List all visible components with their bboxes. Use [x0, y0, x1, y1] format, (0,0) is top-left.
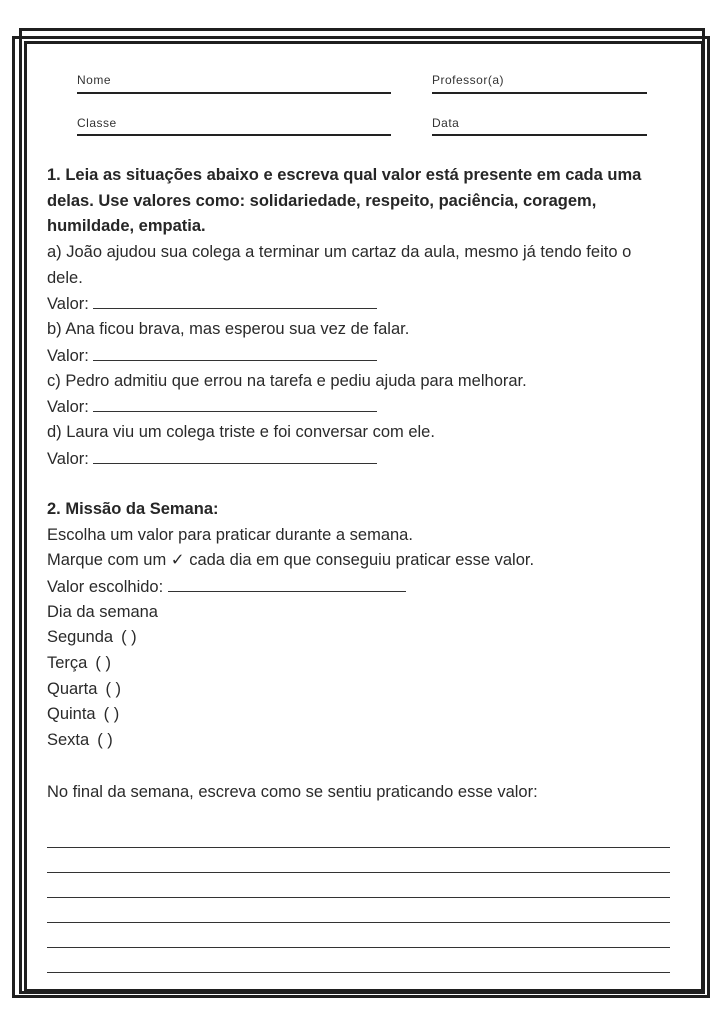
- day-label: Terça: [47, 654, 88, 673]
- nome-label: Nome: [77, 73, 112, 87]
- q1-c-blank[interactable]: [93, 394, 377, 412]
- q1-d-blank[interactable]: [93, 446, 377, 464]
- q2-title: 2. Missão da Semana:: [47, 499, 219, 518]
- final-prompt: No final da semana, escreva como se sentiu praticando esse valor:: [47, 782, 538, 801]
- spacer: [47, 754, 677, 780]
- professor-label: Professor(a): [432, 73, 505, 87]
- q1-a-answer: [47, 291, 677, 317]
- valor-label: Valor:: [47, 398, 89, 417]
- nome-field[interactable]: [77, 92, 391, 94]
- writing-line-2[interactable]: [47, 872, 670, 873]
- days-header: Dia da semana: [47, 602, 158, 621]
- q1-a-line-1: a) João ajudou sua colega a terminar um cartaz da aula, mesmo já tendo feito o: [47, 243, 632, 262]
- chosen-label: Valor escolhido:: [47, 578, 164, 596]
- valor-label: Valor:: [47, 449, 89, 468]
- q1-b: b) Ana ficou brava, mas esperou sua vez de falar.: [47, 320, 410, 339]
- data-label: Data: [432, 116, 460, 130]
- day-row-sexta: [47, 728, 677, 754]
- q2-chosen: [47, 574, 677, 600]
- day-row-quinta: [47, 702, 677, 728]
- q1-b-answer: [47, 343, 677, 369]
- writing-line-4[interactable]: [47, 922, 670, 923]
- day-label: Quinta: [47, 705, 96, 724]
- q1-c: c) Pedro admitiu que errou na tarefa e pediu ajuda para melhorar.: [47, 371, 527, 390]
- q1-c-answer: [47, 394, 677, 420]
- writing-line-5[interactable]: [47, 947, 670, 948]
- q1-a-line-2: dele.: [47, 268, 83, 287]
- day-row-segunda: [47, 625, 677, 651]
- day-row-terca: [47, 651, 677, 677]
- professor-field[interactable]: [432, 92, 647, 94]
- spacer: [47, 471, 677, 497]
- q1-a-blank[interactable]: [93, 291, 377, 309]
- day-checkbox-sexta[interactable]: ( ): [97, 731, 113, 750]
- data-field[interactable]: [432, 134, 647, 136]
- q1-title-line-2: delas. Use valores como: solidariedade, respeito, paciência, coragem,: [47, 191, 597, 210]
- q1-d-answer: [47, 446, 677, 472]
- valor-label: Valor:: [47, 346, 89, 365]
- q2-line-1: Escolha um valor para praticar durante a semana.: [47, 525, 413, 544]
- day-label: Sexta: [47, 731, 90, 750]
- q1-title-line-1: 1. Leia as situações abaixo e escreva qual valor está presente em cada uma: [47, 166, 642, 184]
- day-checkbox-quinta[interactable]: ( ): [103, 705, 120, 724]
- q1-b-blank[interactable]: [93, 343, 377, 361]
- day-label: Quarta: [47, 679, 98, 698]
- worksheet-content: [47, 163, 677, 805]
- writing-line-1[interactable]: [47, 847, 670, 848]
- classe-label: Classe: [77, 116, 117, 130]
- q1-title-line-3: humildade, empatia.: [47, 217, 206, 236]
- q2-line-2: Marque com um ✓ cada dia em que conseguiu praticar esse valor.: [47, 551, 535, 570]
- valor-label: Valor:: [47, 295, 89, 314]
- writing-line-6[interactable]: [47, 972, 670, 973]
- writing-line-3[interactable]: [47, 897, 670, 898]
- day-checkbox-segunda[interactable]: ( ): [121, 628, 137, 647]
- chosen-value-blank[interactable]: [168, 574, 406, 592]
- classe-field[interactable]: [77, 134, 391, 136]
- day-checkbox-terca[interactable]: ( ): [95, 654, 111, 673]
- day-label: Segunda: [47, 628, 114, 647]
- day-checkbox-quarta[interactable]: ( ): [105, 679, 122, 698]
- day-row-quarta: [47, 677, 677, 703]
- q1-d: d) Laura viu um colega triste e foi conversar com ele.: [47, 422, 435, 441]
